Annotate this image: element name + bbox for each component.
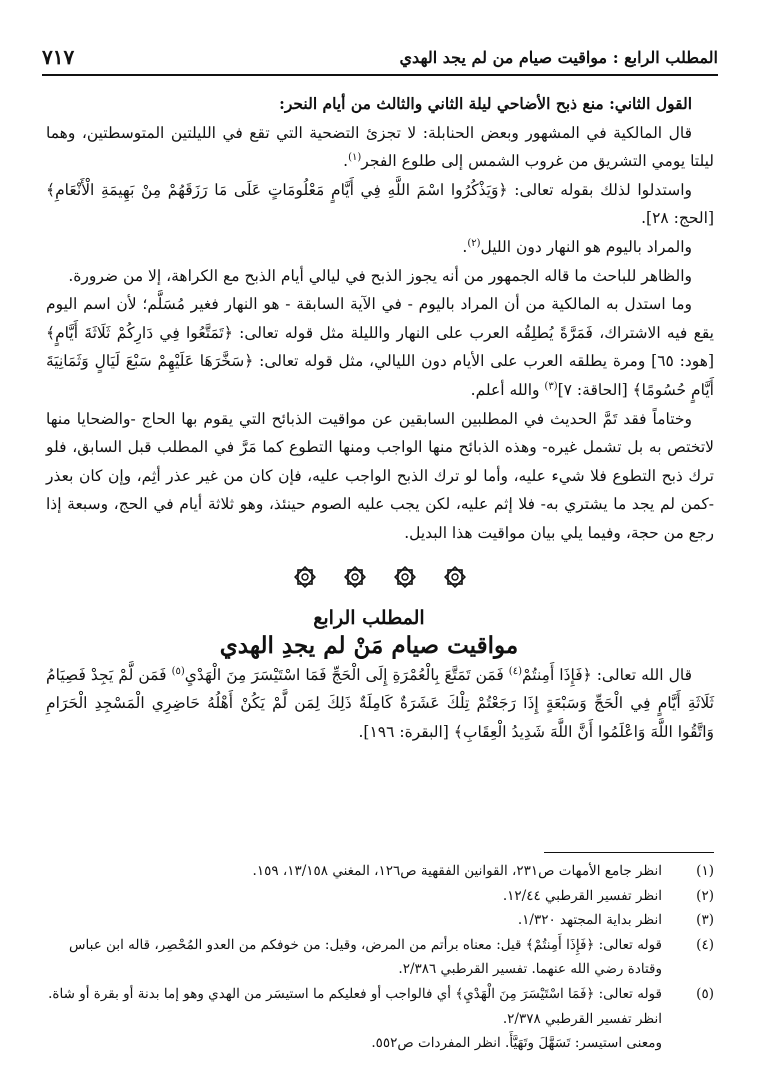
paragraph-text: فَمَن لَّمْ يَجِدْ فَصِيَامُ ثَلَاثَةِ أَيَّامٍ فِي الْحَجِّ وَسَبْعَةٍ إِذَا رَجَعْتُمْ تِلْكَ عَشَرَةٌ كَامِلَةٌ ذَلِكَ لِمَن لَّمْ يَكُنْ أَهْلُهُ حَاضِرِي الْمَسْجِدِ الْحَرَامِ وَاتَّقُوا اللَّهَ وَاعْلَمُوا أَنَّ اللَّهَ شَدِيدُ الْعِقَابِ﴾ [البقرة: ١٩٦]. [46, 665, 714, 741]
paragraph-text: فَمَن تَمَتَّعَ بِالْعُمْرَةِ إِلَى الْحَجِّ فَمَا اسْتَيْسَرَ مِنَ الْهَدْيِ [184, 665, 504, 684]
page-header [42, 40, 718, 76]
footnote-number: (٣) [696, 912, 714, 929]
footnote [46, 859, 714, 884]
paragraph-text: وما استدل به المالكية من أن المراد باليوم - في الآية السابقة - هو النهار فغير مُسَلَّم؛ لأن اسم اليوم يقع فيه الاشتراك، فَمَرَّةً يُطلِقُه العرب على النهار والليلة مثل قوله تعالى: ﴿تَمَتَّعُوا فِي دَارِكُمْ ثَلَاثَةَ أَيَّامٍ﴾ [هود: ٦٥] ومرة يطلقه العرب على الأيام دون الليالي، مثل قوله تعالى: ﴿سَخَّرَهَا عَلَيْهِمْ سَبْعَ لَيَالٍ وَثَمَانِيَةَ أَيَّامٍ حُسُومًا﴾ [الحاقة: ٧] [46, 295, 714, 399]
paragraph-text: والله أعلم. [470, 380, 540, 399]
footnote-text: انظر تفسير القرطبي ١٢/٤٤. [502, 887, 662, 904]
ornament-divider [46, 566, 714, 588]
footnote-continuation: ومعنى استيسر: تَسَهَّلَ وتَهَيَّأَ. انظر المفردات ص٥٥٢. [371, 1035, 662, 1052]
footnote-divider [544, 852, 714, 853]
running-title: المطلب الرابع : مواقيت صيام من لم يجد الهدي [399, 47, 718, 67]
ornament-icon [444, 566, 466, 588]
paragraph: قال المالكية في المشهور وبعض الحنابلة: لا تجزئ التضحية التي تقع في الليلتين المتوسطتين، وهما ليلتا يومي التشريق من غروب الشمس إلى طلوع الفجر$^{(١)}$. [46, 123, 714, 171]
footnote [46, 908, 714, 933]
paragraph-text: قال المالكية في المشهور وبعض الحنابلة: لا تجزئ التضحية التي تقع في الليلتين المتوسطتين، وهما ليلتا يومي التشريق من غروب الشمس إلى طلوع الفجر [46, 123, 714, 171]
footnote-ref: (٤) [508, 665, 522, 677]
ornament-icon [294, 566, 316, 588]
footnote-text: قوله تعالى: ﴿فَمَا اسْتَيْسَرَ مِنَ الْهَدْيِ﴾ أي فالواجب أو فعليكم ما استيسَر من الهدي وهو إما بدنة أو بقرة أو شاة. انظر تفسير القرطبي ٢/٣٧٨. [48, 985, 662, 1027]
footnote [46, 982, 714, 1031]
paragraph: وختاماً فقد تَمَّ الحديث في المطلبين السابقين عن مواقيت الذبائح التي يقوم بها الحاج -والضحايا منها لاتختص به بل تشمل غيره- وهذه الذبائح منها الواجب ومنها التطوع كما مَرَّ في المطلب قبل السابق، فلو ترك ذبح التطوع فلا شيء عليه، وأما لو ترك الذبح الواجب عليه، فإن كان من غير عذر أثِم، وإن كان بعذر -كمن لم يجد ما يشتري به- فلا إثم عليه، لكن يجب عليه الصوم حينئذ، وهو ثلاثة أيام في الحج، وسبعة إذا رجع من حجة، وفيما يلي بيان مواقيت هذا البديل. [46, 409, 714, 542]
footnotes [46, 852, 714, 1056]
footnote-text: انظر بداية المجتهد ١/٣٢٠. [517, 912, 662, 929]
footnote-number: (٢) [696, 887, 714, 904]
footnote [46, 884, 714, 909]
footnote-text: انظر جامع الأمهات ص٢٣١، القوانين الفقهية ص١٢٦، المغني ١٣/١٥٨، ١٥٩. [252, 863, 662, 879]
footnote-ref: (١) [348, 152, 362, 164]
footnote [46, 933, 714, 982]
footnote-ref: (٢) [467, 237, 481, 249]
paragraph [46, 661, 714, 747]
paragraph: واستدلوا لذلك بقوله تعالى: ﴿وَيَذْكُرُوا اسْمَ اللَّهِ فِي أَيَّامٍ مَعْلُومَاتٍ عَلَى مَا رَزَقَهُمْ مِنْ بَهِيمَةِ الْأَنْعَامِ﴾ [الحج: ٢٨]. [46, 180, 714, 228]
footnote-number: (٥) [696, 985, 714, 1002]
ornament-icon [394, 566, 416, 588]
paragraph-heading: القول الثاني: منع ذبح الأضاحي ليلة الثاني والثالث من أيام النحر: [279, 94, 692, 113]
paragraph [46, 290, 714, 404]
paragraph-text: قال الله تعالى: ﴿فَإِذَا أَمِنتُمْ [521, 665, 692, 684]
paragraph-text: والمراد باليوم هو النهار دون الليل [480, 237, 692, 256]
paragraph: والمراد باليوم هو النهار دون الليل$^{(٢)}$. [462, 237, 692, 256]
footnote-ref: (٣) [544, 380, 558, 392]
ornament-icon [344, 566, 366, 588]
footnote-text: قوله تعالى: ﴿فَإِذَا أَمِنتُمْ﴾ قيل: معناه برأتم من المرض، وقيل: من خوفكم من العدو المُحْصِر، قاله ابن عباس وقتادة رضي الله عنهما. تفسير القرطبي ٢/٣٨٦. [69, 936, 662, 978]
page-number: ٧١٧ [42, 45, 75, 69]
main-text [46, 90, 714, 746]
footnote-ref: (٥) [171, 665, 185, 677]
footnote-number: (١) [696, 863, 714, 879]
section-title: مواقيت صيام مَنْ لم يجدِ الهدي [219, 632, 519, 660]
footnote-number: (٤) [696, 936, 714, 953]
paragraph: والظاهر للباحث ما قاله الجمهور من أنه يجوز الذبح في ليالي أيام الذبح مع الكراهة، إلا من ضرورة. [68, 266, 692, 285]
section-label: المطلب الرابع [313, 606, 425, 629]
